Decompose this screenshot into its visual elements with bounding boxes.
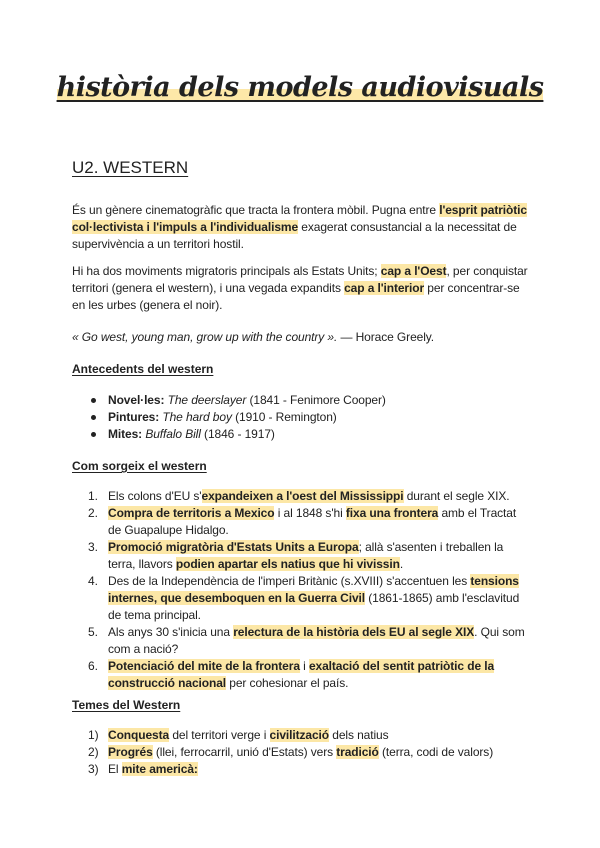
section-heading-themes: Temes del Western: [72, 698, 181, 712]
document-title: història dels models audiovisuals: [56, 72, 544, 103]
highlight: Potenciació del mite de la frontera: [108, 659, 300, 673]
list-item: 5. Als anys 30 s'inicia una relectura de la història dels EU al segle XIX. Qui som com a nació?: [88, 625, 525, 656]
section-heading-origin: Com sorgeix el western: [72, 459, 207, 473]
origin-list: [72, 488, 532, 692]
highlight: Promoció migratòria d'Estats Units a Europa: [108, 540, 359, 554]
highlight: podien apartar els natius que hi vivissin: [175, 557, 400, 571]
intro-paragraph-1: És un gènere cinematogràfic que tracta la frontera mòbil. Pugna entre l'esprit patriòtic col·lectivista i l'impuls a l'individualisme exagerat consustancial a la necessitat de supervivència a un territori hostil.: [72, 203, 527, 251]
highlight: fixa una frontera: [345, 506, 439, 520]
list-item: Novel·les: The deerslayer (1841 - Fenimore Cooper): [72, 392, 532, 409]
highlight: cap a l'Oest: [380, 264, 447, 278]
antecedents-list: [72, 392, 532, 443]
highlight: l'esprit patriòtic col·lectivista i l'impuls a l'individualisme: [72, 203, 527, 234]
quote-paragraph: [72, 329, 532, 346]
highlight: mite americà:: [121, 762, 198, 776]
list-item: Mites: Buffalo Bill (1846 - 1917): [72, 426, 532, 443]
highlight: Progrés: [108, 745, 153, 759]
highlight: relectura de la història dels EU al segle XIX: [233, 625, 475, 639]
list-item: 1) Conquesta del territori verge i civilització dels natius: [88, 728, 389, 742]
unit-title: U2. WESTERN: [72, 158, 189, 177]
list-item: Pintures: The hard boy (1910 - Remington): [72, 409, 532, 426]
section-heading-antecedents: Antecedents del western: [72, 362, 214, 376]
list-item: 6. Potenciació del mite de la frontera i exaltació del sentit patriòtic de la construcció nacional per cohesionar el país.: [88, 659, 495, 690]
list-item: 2) Progrés (llei, ferrocarril, unió d'Estats) vers tradició (terra, codi de valors): [88, 745, 494, 759]
highlight: expandeixen a l'oest del Mississippi: [201, 489, 404, 503]
list-item: 3. Promoció migratòria d'Estats Units a Europa; allà s'asenten i treballen la terra, llavors podien apartar els natius que hi vivissin.: [88, 540, 504, 571]
highlight: Conquesta: [108, 728, 170, 742]
list-item: 4. Des de la Independència de l'imperi Britànic (s.XVIII) s'accentuen les tensions internes, que desemboquen en la Guerra Civil (1861-1865) amb l'esclavitud de tema principal.: [88, 574, 520, 622]
quote-text: « Go west, young man, grow up with the country ».: [72, 330, 338, 344]
highlight: tradició: [336, 745, 379, 759]
highlight: Compra de territoris a Mexico: [108, 506, 275, 520]
highlight: civilització: [269, 728, 330, 742]
highlight: cap a l'interior: [344, 281, 425, 295]
intro-paragraph-2: Hi ha dos moviments migratoris principals als Estats Units; cap a l'Oest, per conquistar territori (genera el western), i una vegada expandits cap a l'interior per concentrar-se en les urbes (genera el noir).: [72, 264, 528, 312]
highlight: tensions internes, que desemboquen en la Guerra Civil: [108, 574, 519, 605]
list-item: 2. Compra de territoris a Mexico i al 1848 s'hi fixa una frontera amb el Tractat de Guapalupe Hidalgo.: [88, 506, 517, 537]
list-item: 3) El mite americà:: [88, 762, 198, 776]
highlight: exaltació del sentit patriòtic de la construcció nacional: [108, 659, 495, 690]
list-item: 1. Els colons d'EU s'expandeixen a l'oest del Mississippi durant el segle XIX.: [88, 489, 510, 503]
quote-author: — Horace Greely.: [337, 330, 435, 344]
themes-list: [72, 727, 532, 778]
